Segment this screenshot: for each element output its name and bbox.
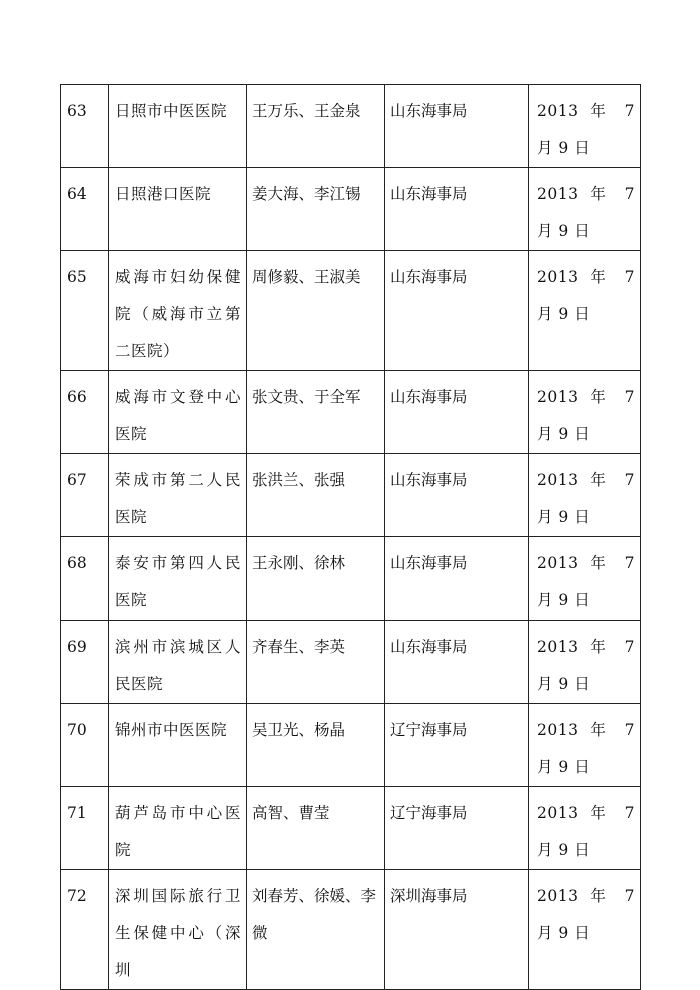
table-row xyxy=(61,787,641,870)
approval-date: 2013 年 7 月 9 日 xyxy=(529,704,641,787)
table-row xyxy=(61,621,641,704)
hospital-table xyxy=(60,84,641,990)
hospital-name: 滨州市滨城区人民医院 xyxy=(109,621,247,704)
authority: 山东海事局 xyxy=(385,537,529,621)
authority: 山东海事局 xyxy=(385,621,529,704)
doctor-names: 姜大海、李江锡 xyxy=(247,168,385,251)
approval-date: 2013 年 7 月 9 日 xyxy=(529,621,641,704)
doctor-names: 高智、曹莹 xyxy=(247,787,385,870)
row-number: 63 xyxy=(61,85,109,168)
doctor-names: 张洪兰、张强 xyxy=(247,454,385,537)
authority: 辽宁海事局 xyxy=(385,704,529,787)
hospital-name: 锦州市中医医院 xyxy=(109,704,247,787)
hospital-name: 深圳国际旅行卫生保健中心（深圳 xyxy=(109,870,247,990)
approval-date: 2013 年 7 月 9 日 xyxy=(529,85,641,168)
table-row xyxy=(61,85,641,168)
authority: 山东海事局 xyxy=(385,251,529,371)
row-number: 66 xyxy=(61,371,109,454)
approval-date: 2013 年 7 月 9 日 xyxy=(529,870,641,990)
row-number: 67 xyxy=(61,454,109,537)
doctor-names: 王永刚、徐林 xyxy=(247,537,385,621)
hospital-name: 威海市妇幼保健院（威海市立第二医院） xyxy=(109,251,247,371)
approval-date: 2013 年 7 月 9 日 xyxy=(529,454,641,537)
hospital-name: 泰安市第四人民医院 xyxy=(109,537,247,621)
row-number: 71 xyxy=(61,787,109,870)
authority: 山东海事局 xyxy=(385,454,529,537)
approval-date: 2013 年 7 月 9 日 xyxy=(529,168,641,251)
table-row xyxy=(61,537,641,621)
row-number: 65 xyxy=(61,251,109,371)
table-row xyxy=(61,168,641,251)
hospital-name: 葫芦岛市中心医院 xyxy=(109,787,247,870)
row-number: 64 xyxy=(61,168,109,251)
authority: 深圳海事局 xyxy=(385,870,529,990)
hospital-name: 日照港口医院 xyxy=(109,168,247,251)
doctor-names: 王万乐、王金泉 xyxy=(247,85,385,168)
doctor-names: 齐春生、李英 xyxy=(247,621,385,704)
row-number: 72 xyxy=(61,870,109,990)
table-row xyxy=(61,870,641,990)
authority: 辽宁海事局 xyxy=(385,787,529,870)
hospital-name: 威海市文登中心医院 xyxy=(109,371,247,454)
hospital-name: 日照市中医医院 xyxy=(109,85,247,168)
row-number: 68 xyxy=(61,537,109,621)
table-row xyxy=(61,704,641,787)
row-number: 69 xyxy=(61,621,109,704)
approval-date: 2013 年 7 月 9 日 xyxy=(529,251,641,371)
doctor-names: 张文贵、于全军 xyxy=(247,371,385,454)
table-row xyxy=(61,371,641,454)
doctor-names: 周修毅、王淑美 xyxy=(247,251,385,371)
approval-date: 2013 年 7 月 9 日 xyxy=(529,537,641,621)
authority: 山东海事局 xyxy=(385,168,529,251)
authority: 山东海事局 xyxy=(385,85,529,168)
authority: 山东海事局 xyxy=(385,371,529,454)
table-row xyxy=(61,454,641,537)
approval-date: 2013 年 7 月 9 日 xyxy=(529,371,641,454)
hospital-name: 荣成市第二人民医院 xyxy=(109,454,247,537)
row-number: 70 xyxy=(61,704,109,787)
approval-date: 2013 年 7 月 9 日 xyxy=(529,787,641,870)
doctor-names: 吴卫光、杨晶 xyxy=(247,704,385,787)
table-row xyxy=(61,251,641,371)
doctor-names: 刘春芳、徐媛、李微 xyxy=(247,870,385,990)
